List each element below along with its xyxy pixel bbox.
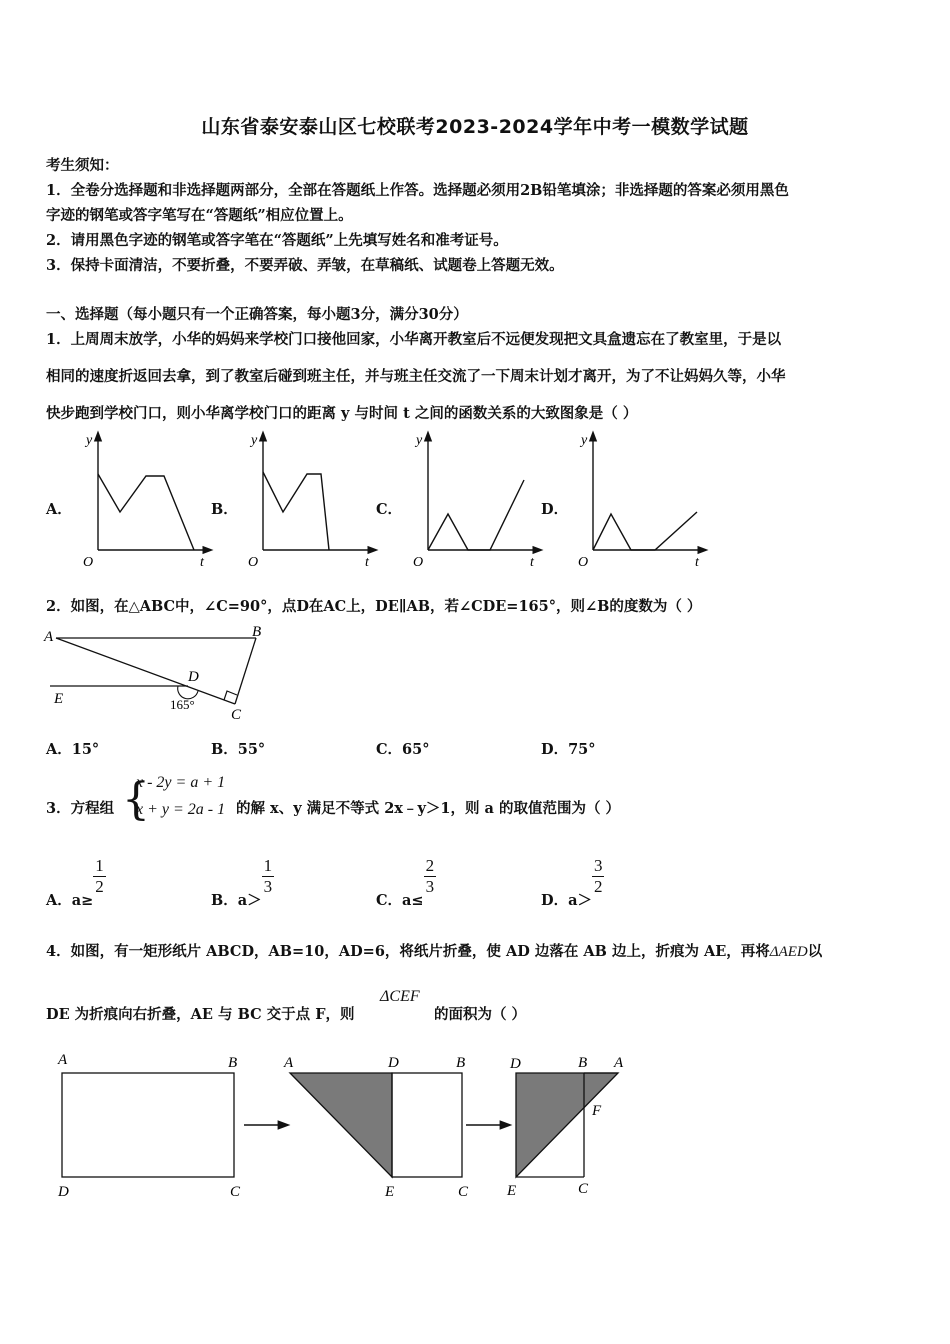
denominator: 2 (95, 877, 104, 896)
remaining-rectangle (392, 1073, 462, 1177)
notice-line-1a: 1．全卷分选择题和非选择题两部分，全部在答题纸上作答。选择题必须用2B铅笔填涂；非选择题的答案必须用黑色 (46, 182, 789, 199)
label-b: B (578, 1055, 588, 1071)
label-e: E (54, 691, 64, 707)
y-label: y (251, 433, 258, 448)
q1-option-c-label: C． (376, 501, 403, 518)
label-a: A (614, 1055, 624, 1071)
q1-option-a-label: A． (46, 501, 72, 518)
y-label: y (416, 433, 423, 448)
label-a: A (44, 629, 54, 645)
notice-heading: 考生须知： (46, 157, 119, 174)
q4-triangle-aed: ΔAED (769, 944, 808, 960)
graph-line (428, 480, 524, 550)
numerator: 2 (425, 856, 435, 875)
y-label: y (86, 433, 93, 448)
t-label: t (530, 555, 534, 570)
q2-option-d: D．75° (541, 741, 596, 758)
q4-figure-2 (283, 1055, 469, 1200)
q4-triangle-cef: ΔCEF (380, 988, 420, 1005)
q1-graph-b (235, 428, 380, 578)
label-c: C (231, 707, 242, 723)
graph-line (593, 512, 697, 550)
t-label: t (200, 555, 204, 570)
q4-figure-1 (57, 1052, 241, 1200)
denominator: 3 (425, 877, 435, 896)
label-e: E (507, 1183, 517, 1199)
label-d: D (188, 669, 199, 685)
graph-line (263, 472, 329, 550)
q1-line-1: 1．上周周末放学，小华的妈妈来学校门口接他回家，小华离开教室后不远便发现把文具盒遗忘在了教室里，于是以 (46, 331, 782, 348)
section-heading: 一、选择题（每小题只有一个正确答案，每小题3分，满分30分） (46, 306, 468, 323)
q4-line-2a: DE 为折痕向右折叠，AE 与 BC 交于点 F，则 (46, 1006, 355, 1023)
q4-line-2b: 的面积为（ ） (434, 1006, 527, 1023)
origin-label: O (248, 555, 259, 570)
notice-line-3: 3．保持卡面清洁，不要折叠，不要弄破、弄皱，在草稿纸、试题卷上答题无效。 (46, 257, 564, 274)
graph-line (98, 474, 194, 550)
q2-figure (40, 622, 280, 727)
label-d: D (510, 1056, 521, 1072)
denominator: 3 (263, 877, 273, 896)
q3-option-c (376, 856, 436, 909)
label-b: B (228, 1055, 238, 1071)
q4-line-1 (46, 940, 822, 961)
q1-line-2: 相同的速度折返回去拿，到了教室后碰到班主任，并与班主任交流了一下周末计划才离开，为了不让妈妈久等，小华 (46, 368, 786, 385)
label-e: E (385, 1184, 395, 1200)
rectangle-abcd (62, 1073, 234, 1177)
q1-option-d-label: D． (541, 501, 569, 518)
q1-line-3: 快步跑到学校门口，则小华离学校门口的距离 y 与时间 t 之间的函数关系的大致图象是（ ） (46, 405, 638, 422)
label-b: B (456, 1055, 466, 1071)
segment-bc (235, 638, 256, 704)
q3-option-d (541, 856, 604, 909)
label-d: D (388, 1055, 399, 1071)
q3-equation-1: x - 2y = a + 1 (136, 774, 226, 791)
q2-option-b: B．55° (211, 741, 266, 758)
q3-equation-2: x + y = 2a - 1 (136, 801, 226, 818)
numerator: 1 (263, 856, 273, 875)
q3-option-a-label: A．a≥ (46, 891, 94, 909)
right-angle-mark (224, 691, 237, 700)
label-a: A (58, 1052, 68, 1068)
q4-figure-3 (506, 1055, 624, 1199)
q3-option-c-fraction (424, 856, 437, 897)
q2-option-c: C．65° (376, 741, 430, 758)
q2-option-a: A．15° (46, 741, 100, 758)
q3-option-a (46, 856, 106, 909)
y-label: y (581, 433, 588, 448)
q3-option-d-fraction (592, 856, 605, 897)
denominator: 2 (593, 877, 603, 896)
label-c: C (230, 1184, 241, 1200)
q3-option-a-fraction (93, 856, 106, 897)
notice-line-1b: 字迹的钢笔或答字笔写在“答题纸”相应位置上。 (46, 207, 353, 224)
q3-suffix: 的解 x、y 满足不等式 2x﹣y＞1，则 a 的取值范围为（ ） (236, 800, 621, 817)
q3-option-b-label: B．a＞ (211, 891, 262, 909)
q3-option-c-label: C．a≤ (376, 891, 424, 909)
segment-ac (56, 638, 235, 704)
q1-option-b-label: B． (211, 501, 238, 518)
label-c: C (578, 1181, 589, 1197)
label-c: C (458, 1184, 469, 1200)
page-title: 山东省泰安泰山区七校联考2023-2024学年中考一模数学试题 (201, 116, 749, 138)
q3-option-b (211, 856, 274, 909)
q1-graph-d (565, 428, 710, 578)
q4-figures (40, 1045, 660, 1210)
q4-line-1-text: 4．如图，有一矩形纸片 ABCD，AB=10，AD=6，将纸片折叠，使 AD 边落在 AB 边上，折痕为 AE，再将 (46, 943, 770, 960)
shaded-triangle (516, 1073, 618, 1177)
q3-option-d-label: D．a＞ (541, 891, 592, 909)
numerator: 3 (593, 856, 603, 875)
origin-label: O (83, 555, 94, 570)
label-d: D (58, 1184, 69, 1200)
q1-graph-a (70, 428, 215, 578)
q2-stem: 2．如图，在△ABC中，∠C=90°，点D在AC上，DE∥AB，若∠CDE=165°，则∠B的度数为（ ） (46, 598, 702, 615)
q4-line-1-end: 以 (807, 943, 823, 960)
folded-triangle (290, 1073, 392, 1177)
label-f: F (592, 1103, 602, 1119)
numerator: 1 (95, 856, 104, 875)
label-a: A (284, 1055, 294, 1071)
q1-graph-c (400, 428, 545, 578)
origin-label: O (578, 555, 589, 570)
q3-prefix: 3．方程组 (46, 800, 115, 817)
label-angle: 165° (170, 697, 195, 712)
t-label: t (695, 555, 699, 570)
q3-brace: { (122, 774, 150, 825)
t-label: t (365, 555, 369, 570)
notice-line-2: 2．请用黑色字迹的钢笔或答字笔在“答题纸”上先填写姓名和准考证号。 (46, 232, 508, 249)
q3-option-b-fraction (262, 856, 275, 897)
origin-label: O (413, 555, 424, 570)
label-b: B (252, 624, 262, 640)
